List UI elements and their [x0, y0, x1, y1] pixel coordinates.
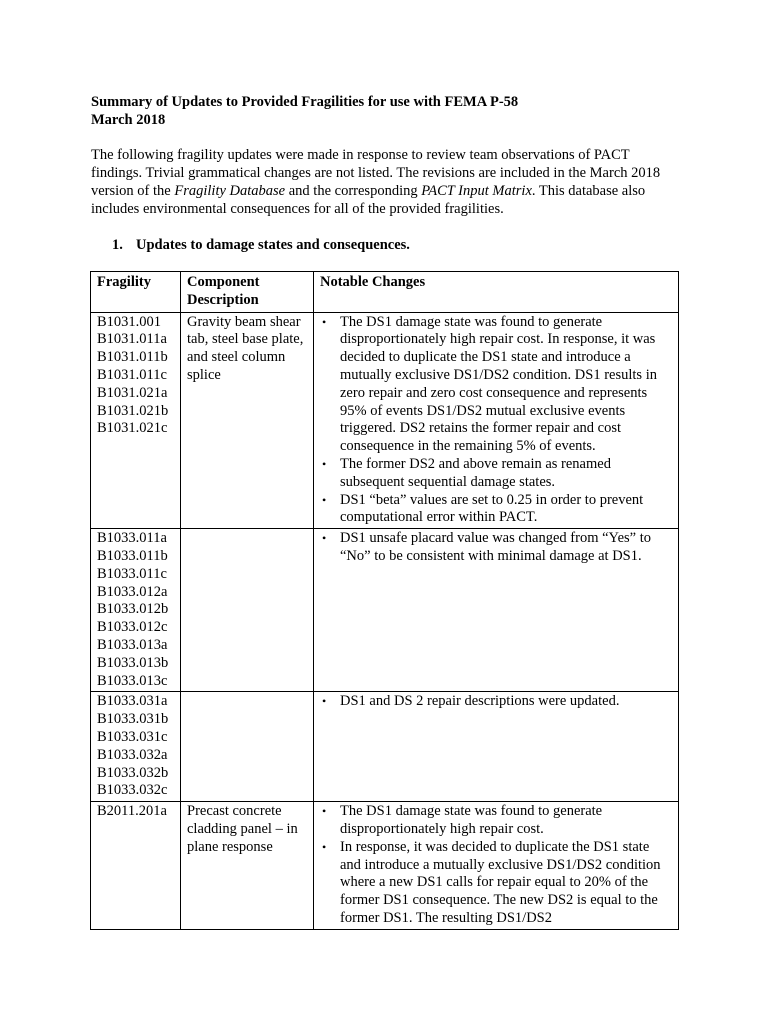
fragility-id: B1031.011b [97, 349, 168, 366]
table-body [91, 312, 679, 929]
component-description-cell [181, 529, 314, 692]
fragility-id: B1033.031a [97, 693, 168, 710]
title-line-2: March 2018 [91, 112, 166, 128]
intro-text-2: and the corresponding [285, 183, 422, 199]
fragility-id: B1033.011a [97, 530, 167, 547]
table-header-row [91, 272, 679, 313]
table-row [91, 692, 679, 802]
change-text: DS1 unsafe placard value was changed from “Yes” to “No” to be consistent with minimal damage at DS1. [340, 530, 651, 564]
fragility-id: B1033.031c [97, 728, 168, 745]
bullet-icon: • [322, 456, 327, 471]
fragility-id: B1033.012c [97, 619, 168, 636]
fragility-id: B1033.031b [97, 711, 169, 728]
fragility-id: B1031.011a [97, 331, 167, 348]
change-item [320, 839, 672, 928]
component-description-cell [181, 692, 314, 802]
change-item [320, 693, 672, 711]
change-item [320, 456, 672, 492]
fragility-id-cell [91, 802, 181, 930]
section-heading-text: Updates to damage states and consequences. [136, 237, 410, 253]
fragility-id: B1031.021b [97, 402, 169, 419]
intro-text-1: The following fragility updates were made in response to review team observations of PACT findings. Trivial grammatical changes are not listed. The revisions are included in the March 2018 version of the [91, 147, 661, 199]
fragility-id: B2011.201a [97, 803, 167, 820]
notable-changes-cell [314, 529, 679, 692]
header-component-description: Component Description [181, 272, 314, 313]
fragility-id-cell [91, 692, 181, 802]
fragility-id: B1033.013a [97, 636, 168, 653]
change-text: The DS1 damage state was found to generate disproportionately high repair cost. In response, it was decided to duplicate the DS1 state and introduce a mutually exclusive DS1/DS2 condition. DS1 results in zero repair and zero cost consequence and represents 95% of events DS1/DS2 mutual exclusive events triggered. DS2 retains the former repair and cost consequence in the remaining 5% of events. [340, 313, 657, 455]
fragility-id: B1033.012b [97, 601, 169, 618]
fragility-id: B1033.013b [97, 654, 169, 671]
notable-changes-cell [314, 692, 679, 802]
change-item [320, 492, 672, 528]
changes-list [320, 314, 672, 528]
fragility-id: B1031.001 [97, 313, 162, 330]
component-description-cell: Precast concrete cladding panel – in plane response [181, 802, 314, 930]
notable-changes-cell [314, 312, 679, 529]
notable-changes-cell [314, 802, 679, 930]
changes-list [320, 693, 672, 711]
document-title [91, 93, 691, 129]
section-number: 1. [112, 237, 123, 253]
change-text: The DS1 damage state was found to generate disproportionately high repair cost. [340, 803, 603, 837]
intro-text-3: . This database also includes environmental consequences for all of the provided fragilities. [91, 183, 646, 217]
changes-list [320, 530, 672, 566]
intro-emphasis-pact-input-matrix: PACT Input Matrix [421, 183, 532, 199]
fragility-id: B1031.011c [97, 366, 167, 383]
table-row [91, 312, 679, 529]
fragility-id: B1033.012a [97, 583, 168, 600]
fragility-id: B1033.032a [97, 746, 168, 763]
fragility-id-cell [91, 529, 181, 692]
section-heading [112, 236, 410, 254]
fragility-id: B1033.011c [97, 565, 167, 582]
table-row [91, 802, 679, 930]
bullet-icon: • [322, 314, 327, 329]
change-item [320, 803, 672, 839]
bullet-icon: • [322, 531, 327, 546]
bullet-icon: • [322, 839, 327, 854]
fragility-id: B1033.011b [97, 547, 168, 564]
fragility-id: B1031.021c [97, 420, 168, 437]
changes-list [320, 803, 672, 928]
bullet-icon: • [322, 804, 327, 819]
header-notable-changes: Notable Changes [314, 272, 679, 313]
bullet-icon: • [322, 694, 327, 709]
fragility-id: B1033.032b [97, 764, 169, 781]
fragility-id-cell [91, 312, 181, 529]
bullet-icon: • [322, 492, 327, 507]
fragility-id: B1033.032c [97, 782, 168, 799]
change-text: DS1 “beta” values are set to 0.25 in order to prevent computational error within PACT. [340, 491, 644, 526]
table-row [91, 529, 679, 692]
intro-paragraph [91, 146, 681, 218]
change-text: DS1 and DS 2 repair descriptions were updated. [340, 693, 620, 710]
header-fragility: Fragility [91, 272, 181, 313]
change-item [320, 530, 672, 566]
fragility-id: B1033.013c [97, 672, 168, 689]
component-description-cell: Gravity beam shear tab, steel base plate, and steel column splice [181, 312, 314, 529]
change-text: In response, it was decided to duplicate the DS1 state and introduce a mutually exclusive DS1/DS2 condition where a new DS1 calls for repair equal to 20% of the former DS1 consequence. The new DS2 is equal to the former DS1. The resulting DS1/DS2 [340, 838, 661, 926]
fragility-id: B1031.021a [97, 384, 168, 401]
intro-emphasis-fragility-database: Fragility Database [174, 183, 286, 199]
fragility-updates-table [90, 271, 679, 930]
title-line-1: Summary of Updates to Provided Fragilities for use with FEMA P-58 [91, 94, 519, 110]
change-text: The former DS2 and above remain as renamed subsequent sequential damage states. [340, 455, 611, 490]
change-item [320, 314, 672, 456]
